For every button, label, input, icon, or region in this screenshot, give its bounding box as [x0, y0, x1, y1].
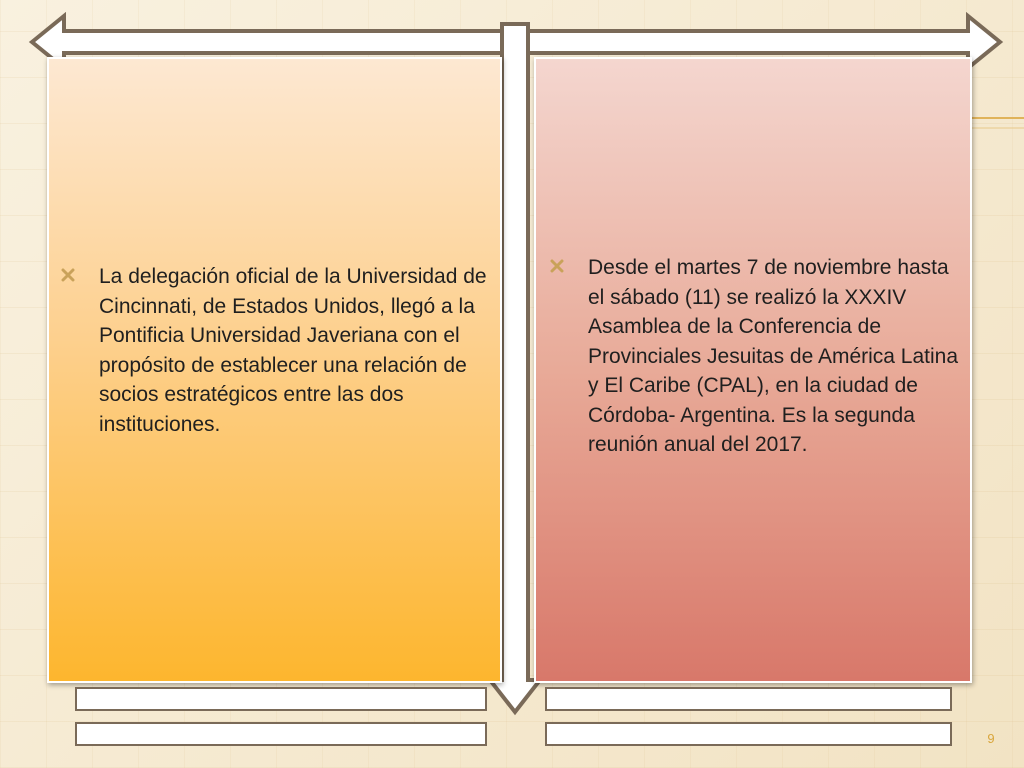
- x-mark-icon: [61, 268, 79, 286]
- bottom-box-left-2: [75, 722, 487, 746]
- bottom-box-left-1: [75, 687, 487, 711]
- right-content-panel: [534, 57, 972, 683]
- bottom-box-right-2: [545, 722, 952, 746]
- left-bullet-text: La delegación oficial de la Universidad de Cincinnati, de Estados Unidos, llegó a la Pontificia Universidad Javeriana con el propósito de establecer una relación de socios estratégicos entre las dos instituciones.: [99, 265, 487, 436]
- left-bullet-item: [61, 262, 491, 439]
- background-decor-line: [972, 0, 1024, 768]
- slide-number: 9: [987, 731, 995, 746]
- right-bullet-item: [550, 253, 960, 460]
- right-bullet-text: Desde el martes 7 de noviembre hasta el sábado (11) se realizó la XXXIV Asamblea de la Conferencia de Provinciales Jesuitas de América Latina y El Caribe (CPAL), en la ciudad de Córdoba- Argentina. Es la segunda reunión anual del 2017.: [588, 256, 959, 456]
- bottom-box-right-1: [545, 687, 952, 711]
- x-mark-icon: [550, 259, 568, 277]
- left-content-panel: [47, 57, 502, 683]
